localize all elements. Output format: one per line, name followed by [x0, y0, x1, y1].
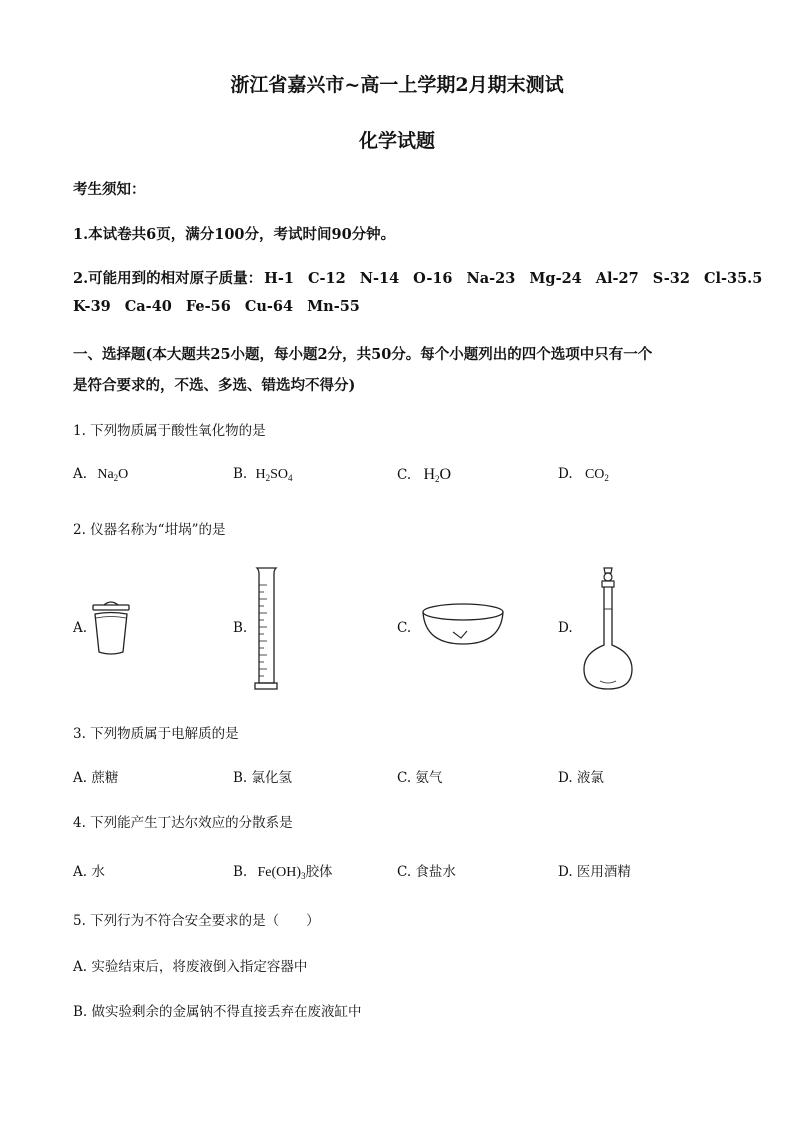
volumetric-flask-icon — [580, 565, 636, 693]
notice-item-2 — [73, 267, 776, 288]
atomic-mass: Cl-35.5 — [703, 270, 763, 287]
atomic-mass: H-1 — [264, 270, 294, 287]
option-label: B. — [233, 864, 248, 880]
q1-option-c[interactable] — [397, 466, 451, 484]
formula-part: H — [255, 467, 266, 482]
question-4-stem: 4. 下列能产生丁达尔效应的分散系是 — [73, 815, 293, 831]
crucible-with-lid-icon — [88, 598, 134, 658]
atoms-label: 2.可能用到的相对原子质量： — [73, 270, 263, 287]
atomic-mass: O-16 — [413, 270, 453, 287]
q3-option-d[interactable]: D. 液氯 — [558, 770, 604, 786]
q2-option-d-label[interactable]: D. — [558, 620, 573, 636]
q2-option-a-label[interactable]: A. — [73, 620, 88, 636]
atomic-mass: Ca-40 — [124, 298, 172, 315]
formula-suffix: 胶体 — [305, 864, 333, 880]
q3-option-c[interactable]: C. 氨气 — [397, 770, 443, 786]
exam-title: 浙江省嘉兴市~高一上学期2月期末测试 — [230, 74, 564, 96]
q4-option-c[interactable]: C. 食盐水 — [397, 864, 456, 880]
atomic-mass: Na-23 — [466, 270, 516, 287]
atomic-mass: Fe-56 — [185, 298, 231, 315]
question-3-stem: 3. 下列物质属于电解质的是 — [73, 726, 239, 742]
option-label: C. — [397, 467, 412, 483]
q4-option-b[interactable] — [233, 860, 333, 881]
question-2-stem: 2. 仪器名称为“坩埚”的是 — [73, 522, 226, 538]
notice-item-2-cont — [73, 298, 374, 315]
formula-subscript: 2 — [113, 473, 119, 483]
formula-part: O — [118, 467, 129, 482]
atomic-mass: C-12 — [307, 270, 346, 287]
formula-part: Na — [97, 467, 114, 482]
exam-subtitle: 化学试题 — [358, 130, 435, 152]
q2-option-b-label[interactable]: B. — [233, 620, 248, 636]
notice-heading: 考生须知： — [73, 181, 146, 198]
atomic-mass: Mn-55 — [307, 298, 360, 315]
question-5-stem: 5. 下列行为不符合安全要求的是（ ） — [73, 913, 320, 929]
formula-subscript: 4 — [288, 473, 293, 483]
formula-part: Fe(OH) — [257, 865, 302, 880]
atomic-mass: Mg-24 — [529, 270, 582, 287]
option-label: D. — [558, 466, 573, 482]
option-label: A. — [73, 466, 88, 482]
q5-option-a[interactable]: A. 实验结束后，将废液倒入指定容器中 — [73, 959, 308, 975]
formula-part: H — [423, 466, 435, 483]
q1-option-d[interactable] — [558, 466, 609, 483]
section-heading-line1: 一、选择题(本大题共25小题，每小题2分，共50分。每个小题列出的四个选项中只有一个 — [73, 346, 653, 363]
atomic-mass: S-32 — [652, 270, 690, 287]
atomic-mass: Al-27 — [595, 270, 639, 287]
section-heading-line2: 是符合要求的，不选、多选、错选均不得分) — [73, 377, 356, 394]
graduated-cylinder-icon — [252, 565, 282, 693]
q3-option-b[interactable]: B. 氯化氢 — [233, 770, 293, 786]
atomic-mass: Cu-64 — [244, 298, 294, 315]
formula-part: O — [439, 466, 452, 483]
q2-option-c-label[interactable]: C. — [397, 620, 412, 636]
q3-option-a[interactable]: A. 蔗糖 — [73, 770, 119, 786]
formula-subscript: 2 — [265, 473, 271, 483]
option-label: B. — [233, 466, 248, 482]
q1-option-a[interactable] — [73, 466, 128, 483]
q5-option-b[interactable]: B. 做实验剩余的金属钠不得直接丢弃在废液缸中 — [73, 1004, 362, 1020]
question-1-stem: 1. 下列物质属于酸性氧化物的是 — [73, 423, 266, 439]
formula-subscript: 2 — [604, 473, 609, 483]
atomic-mass: K-39 — [73, 298, 111, 315]
q1-option-b[interactable] — [233, 466, 293, 483]
formula-part: CO — [584, 467, 605, 482]
formula-subscript: 2 — [435, 474, 440, 484]
formula-part: SO — [270, 467, 289, 482]
q4-option-a[interactable]: A. 水 — [73, 864, 105, 880]
atomic-mass: N-14 — [359, 270, 400, 287]
q4-option-d[interactable]: D. 医用酒精 — [558, 864, 631, 880]
notice-item-1: 1.本试卷共6页，满分100分，考试时间90分钟。 — [73, 226, 396, 243]
formula-subscript: 3 — [301, 871, 306, 881]
evaporating-dish-icon — [417, 600, 509, 648]
